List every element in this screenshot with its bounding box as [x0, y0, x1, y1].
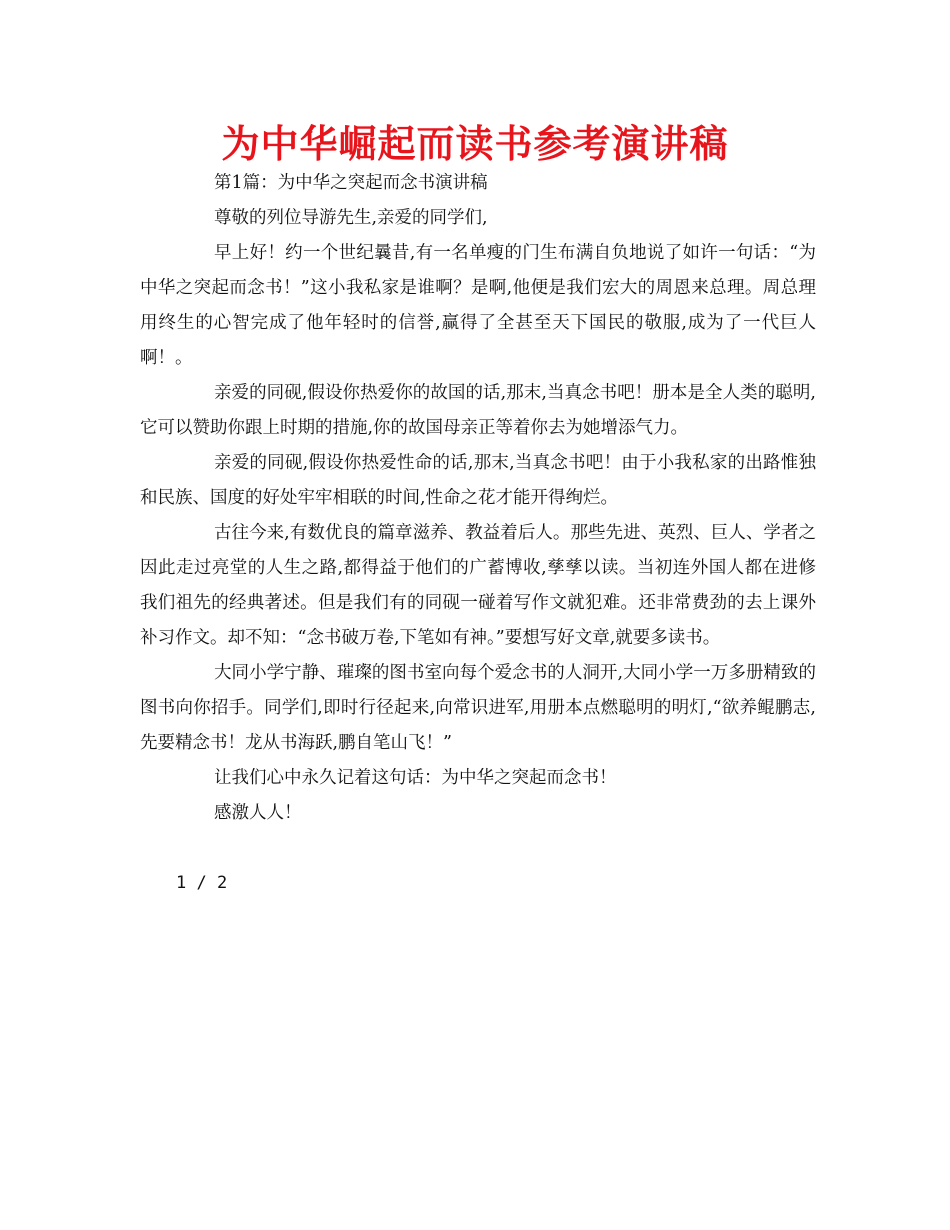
page-number: 1 / 2	[176, 873, 228, 893]
section-heading: 第1篇：为中华之突起而念书演讲稿	[214, 173, 488, 193]
document-title: 为中华崛起而读书参考演讲稿	[221, 122, 729, 166]
paragraph-1: 早上好！约一个世纪曩昔,有一名单瘦的门生布满自负地说了如许一句话：“为中华之突起而念书！”这小我私家是谁啊？是啊,他便是我们宏大的周恩来总理。周总理用终生的心智完成了他年轻时的信誉,赢得了全甚至天下国民的敬服,成为了一代巨人啊！。	[140, 243, 816, 368]
paragraph-6: 让我们心中永久记着这句话：为中华之突起而念书！	[214, 768, 617, 788]
paragraph-3: 亲爱的同砚,假设你热爱性命的话,那末,当真念书吧！由于小我私家的出路惟独和民族、国度的好处牢牢相联的时间,性命之花才能开得绚烂。	[140, 453, 816, 508]
paragraph-2: 亲爱的同砚,假设你热爱你的故国的话,那末,当真念书吧！册本是全人类的聪明,它可以赞助你跟上时期的措施,你的故国母亲正等着你去为她增添气力。	[140, 383, 816, 438]
paragraph-salutation: 尊敬的列位导游先生,亲爱的同学们,	[214, 208, 488, 228]
paragraph-closing: 感激人人！	[214, 803, 302, 823]
paragraph-5: 大同小学宁静、璀璨的图书室向每个爱念书的人洞开,大同小学一万多册精致的图书向你招手。同学们,即时行径起来,向常识进军,用册本点燃聪明的明灯,“欲养鲲鹏志,先要精念书！龙从书海跃,鹏自笔山飞！”	[140, 663, 816, 753]
paragraph-4: 古往今来,有数优良的篇章滋养、教益着后人。那些先进、英烈、巨人、学者之因此走过亮堂的人生之路,都得益于他们的广蓄博收,孳孳以读。当初连外国人都在进修我们祖先的经典著述。但是我们有的同砚一碰着写作文就犯难。还非常费劲的去上课外补习作文。却不知：“念书破万卷,下笔如有神。”要想写好文章,就要多读书。	[140, 523, 816, 648]
document-body	[140, 166, 816, 831]
